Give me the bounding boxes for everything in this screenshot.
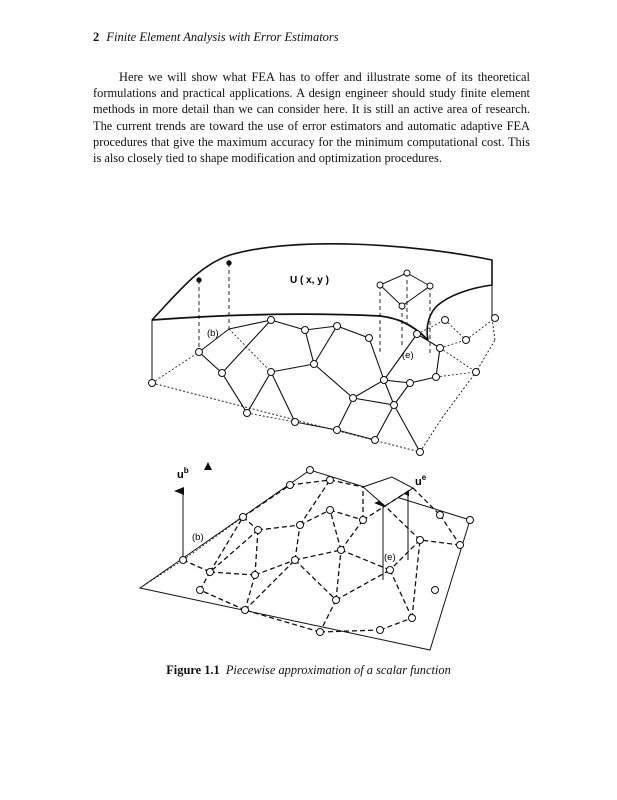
figure-caption xyxy=(0,663,617,678)
lower-mesh-nodes xyxy=(180,467,474,636)
upper-base-outline xyxy=(152,318,495,452)
lower-plate-outline xyxy=(140,470,470,650)
ub-arrow-icon xyxy=(204,462,212,470)
upper-mesh-dotted xyxy=(152,318,495,422)
figure-number: Figure 1.1 xyxy=(166,663,220,677)
upper-mesh-edges xyxy=(199,320,440,452)
running-title: Finite Element Analysis with Error Estimators xyxy=(106,30,339,44)
surface-function-label: U ( x, y ) xyxy=(290,275,329,286)
lower-label-ub: $u^b$ xyxy=(177,466,189,481)
page-number: 2 xyxy=(93,30,100,44)
upper-label-b: (b) xyxy=(207,328,219,339)
lower-mesh-edges xyxy=(183,480,460,632)
surface-top-curve xyxy=(152,244,492,340)
figure-caption-text: Piecewise approximation of a scalar function xyxy=(225,663,451,677)
lower-label-e: (e) xyxy=(384,552,396,563)
lower-label-ue: $u^e$ xyxy=(415,473,427,488)
body-paragraph: Here we will show what FEA has to offer and illustrate some of its theoretical formulations and practical applications. A design engineer should study finite element methods in more detail than we can consider here. It is still an active area of research. The current trends are toward the use of error estimators and automatic adaptive FEA procedures that give the maximum accuracy for the minimum computational cost. This is also closely tied to shape modification and optimization procedures. xyxy=(93,70,530,166)
lower-mesh-diagram xyxy=(140,467,474,651)
surface-front-edge xyxy=(152,314,428,340)
lower-label-b: (b) xyxy=(192,532,204,543)
upper-label-e: (e) xyxy=(402,350,414,361)
